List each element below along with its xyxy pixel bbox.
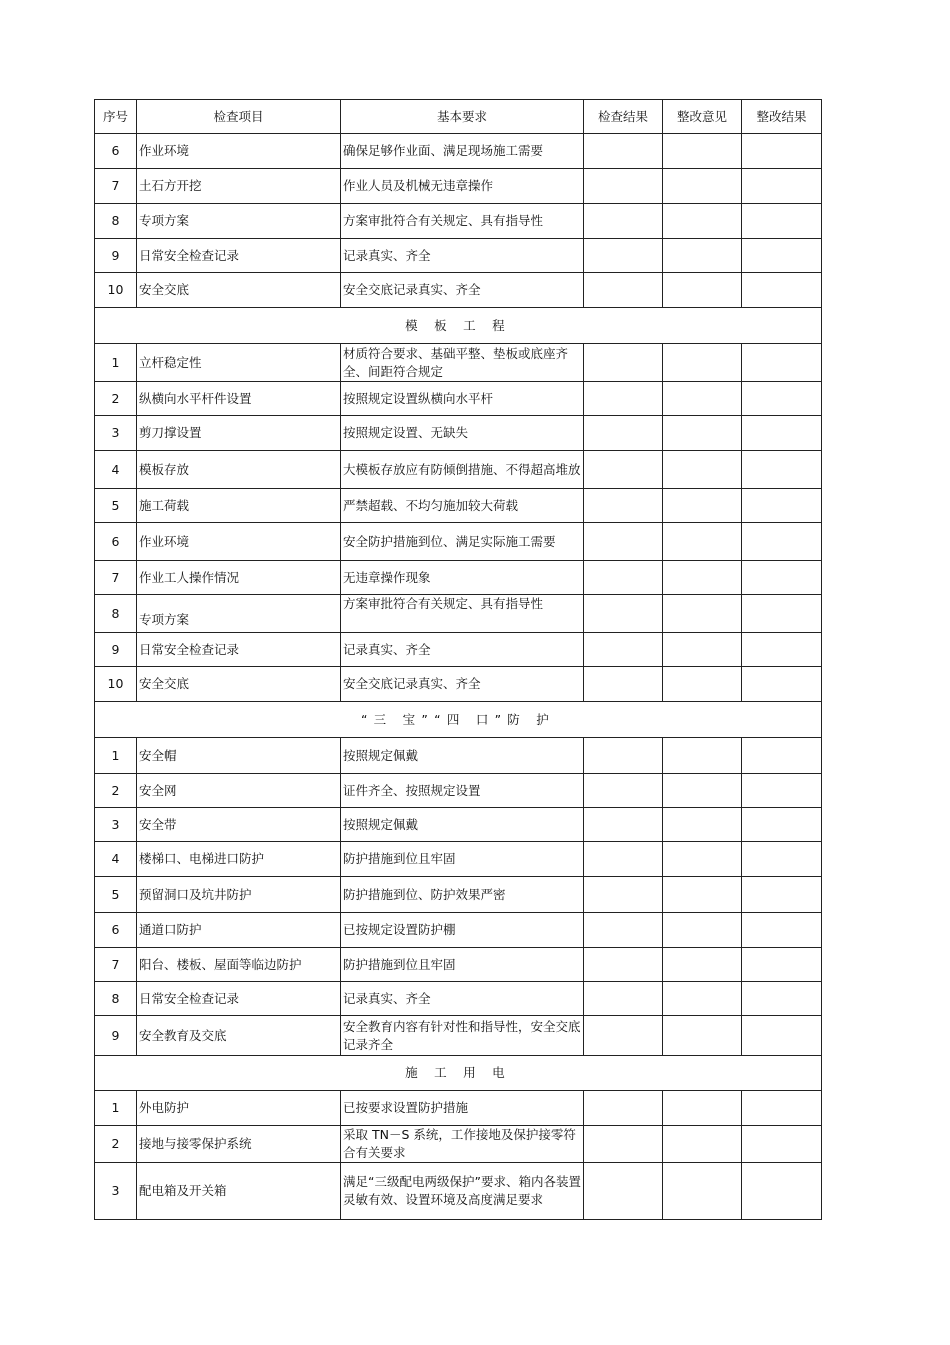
table-row: [95, 913, 822, 948]
rectify-result-cell[interactable]: [742, 134, 822, 169]
check-result-cell[interactable]: [584, 561, 663, 595]
rectify-opinion-cell[interactable]: [663, 169, 742, 204]
basic-requirement: 方案审批符合有关规定、具有指导性: [341, 204, 584, 239]
check-item: 安全网: [137, 774, 341, 808]
check-item: 作业环境: [137, 134, 341, 169]
check-item: 模板存放: [137, 451, 341, 489]
table-row: [95, 416, 822, 451]
rectify-result-cell[interactable]: [742, 595, 822, 633]
section-row: [95, 1056, 822, 1091]
basic-requirement: 记录真实、齐全: [341, 982, 584, 1016]
check-result-cell[interactable]: [584, 344, 663, 382]
rectify-opinion-cell[interactable]: [663, 877, 742, 913]
rectify-result-cell[interactable]: [742, 738, 822, 774]
rectify-result-cell[interactable]: [742, 842, 822, 877]
row-number: 9: [95, 239, 137, 273]
table-row: [95, 239, 822, 273]
check-item: 专项方案: [137, 204, 341, 239]
rectify-result-cell[interactable]: [742, 633, 822, 667]
rectify-result-cell[interactable]: [742, 561, 822, 595]
row-number: 9: [95, 1016, 137, 1056]
check-item: 纵横向水平杆件设置: [137, 382, 341, 416]
table-row: [95, 273, 822, 308]
header-requirement: 基本要求: [341, 100, 584, 134]
check-item: 预留洞口及坑井防护: [137, 877, 341, 913]
basic-requirement: 确保足够作业面、满足现场施工需要: [341, 134, 584, 169]
row-number: 5: [95, 877, 137, 913]
rectify-result-cell[interactable]: [742, 1016, 822, 1056]
check-result-cell[interactable]: [584, 808, 663, 842]
table-row: [95, 523, 822, 561]
check-result-cell[interactable]: [584, 382, 663, 416]
rectify-result-cell[interactable]: [742, 273, 822, 308]
section-title: 施 工 用 电: [95, 1056, 822, 1091]
rectify-result-cell[interactable]: [742, 877, 822, 913]
row-number: 1: [95, 344, 137, 382]
basic-requirement: 安全防护措施到位、满足实际施工需要: [341, 523, 584, 561]
row-number: 9: [95, 633, 137, 667]
rectify-result-cell[interactable]: [742, 808, 822, 842]
header-row: [95, 100, 822, 134]
basic-requirement: 按照规定佩戴: [341, 808, 584, 842]
row-number: 4: [95, 842, 137, 877]
table-row: [95, 1091, 822, 1126]
table-row: [95, 1126, 822, 1163]
rectify-opinion-cell[interactable]: [663, 273, 742, 308]
check-item: 作业工人操作情况: [137, 561, 341, 595]
rectify-result-cell[interactable]: [742, 913, 822, 948]
rectify-opinion-cell[interactable]: [663, 561, 742, 595]
rectify-opinion-cell[interactable]: [663, 595, 742, 633]
rectify-opinion-cell[interactable]: [663, 633, 742, 667]
rectify-opinion-cell[interactable]: [663, 913, 742, 948]
check-item: 安全交底: [137, 667, 341, 702]
check-result-cell[interactable]: [584, 451, 663, 489]
header-result: 检查结果: [584, 100, 663, 134]
table-row: [95, 808, 822, 842]
rectify-result-cell[interactable]: [742, 416, 822, 451]
check-item: 通道口防护: [137, 913, 341, 948]
table-row: [95, 451, 822, 489]
section-row: [95, 702, 822, 738]
check-result-cell[interactable]: [584, 239, 663, 273]
rectify-opinion-cell[interactable]: [663, 982, 742, 1016]
rectify-opinion-cell[interactable]: [663, 774, 742, 808]
basic-requirement: 已按要求设置防护措施: [341, 1091, 584, 1126]
section-row: [95, 308, 822, 344]
rectify-opinion-cell[interactable]: [663, 134, 742, 169]
basic-requirement: 防护措施到位且牢固: [341, 842, 584, 877]
row-number: 7: [95, 561, 137, 595]
check-result-cell[interactable]: [584, 204, 663, 239]
row-number: 3: [95, 1163, 137, 1220]
check-result-cell[interactable]: [584, 1091, 663, 1126]
basic-requirement: 无违章操作现象: [341, 561, 584, 595]
check-result-cell[interactable]: [584, 948, 663, 982]
row-number: 1: [95, 1091, 137, 1126]
rectify-result-cell[interactable]: [742, 948, 822, 982]
row-number: 6: [95, 134, 137, 169]
rectify-opinion-cell[interactable]: [663, 416, 742, 451]
check-item: 立杆稳定性: [137, 344, 341, 382]
row-number: 3: [95, 808, 137, 842]
rectify-result-cell[interactable]: [742, 169, 822, 204]
row-number: 6: [95, 913, 137, 948]
basic-requirement: 方案审批符合有关规定、具有指导性: [341, 595, 584, 633]
basic-requirement: 按照规定设置、无缺失: [341, 416, 584, 451]
table-row: [95, 595, 822, 633]
rectify-opinion-cell[interactable]: [663, 667, 742, 702]
check-item: 土石方开挖: [137, 169, 341, 204]
check-item: 日常安全检查记录: [137, 982, 341, 1016]
table-body: [95, 134, 822, 1220]
check-result-cell[interactable]: [584, 416, 663, 451]
table-row: [95, 633, 822, 667]
inspection-table: [94, 99, 822, 1220]
rectify-result-cell[interactable]: [742, 982, 822, 1016]
check-result-cell[interactable]: [584, 667, 663, 702]
rectify-opinion-cell[interactable]: [663, 1016, 742, 1056]
rectify-opinion-cell[interactable]: [663, 808, 742, 842]
rectify-opinion-cell[interactable]: [663, 451, 742, 489]
basic-requirement: 记录真实、齐全: [341, 633, 584, 667]
basic-requirement: 满足“三级配电两级保护”要求、箱内各装置灵敏有效、设置环境及高度满足要求: [341, 1163, 584, 1220]
basic-requirement: 按照规定佩戴: [341, 738, 584, 774]
check-result-cell[interactable]: [584, 738, 663, 774]
table-row: [95, 877, 822, 913]
rectify-result-cell[interactable]: [742, 774, 822, 808]
basic-requirement: 安全交底记录真实、齐全: [341, 667, 584, 702]
row-number: 6: [95, 523, 137, 561]
check-result-cell[interactable]: [584, 1126, 663, 1163]
table-row: [95, 134, 822, 169]
row-number: 1: [95, 738, 137, 774]
rectify-opinion-cell[interactable]: [663, 239, 742, 273]
table-row: [95, 204, 822, 239]
row-number: 10: [95, 667, 137, 702]
row-number: 5: [95, 489, 137, 523]
row-number: 10: [95, 273, 137, 308]
check-result-cell[interactable]: [584, 877, 663, 913]
check-result-cell[interactable]: [584, 1016, 663, 1056]
rectify-opinion-cell[interactable]: [663, 382, 742, 416]
table-row: [95, 489, 822, 523]
table-row: [95, 948, 822, 982]
basic-requirement: 已按规定设置防护棚: [341, 913, 584, 948]
table-row: [95, 169, 822, 204]
basic-requirement: 采取 TN－S 系统，工作接地及保护接零符合有关要求: [341, 1126, 584, 1163]
basic-requirement: 作业人员及机械无违章操作: [341, 169, 584, 204]
header-rectify-result: 整改结果: [742, 100, 822, 134]
basic-requirement: 大模板存放应有防倾倒措施、不得超高堆放: [341, 451, 584, 489]
rectify-opinion-cell[interactable]: [663, 1126, 742, 1163]
rectify-result-cell[interactable]: [742, 667, 822, 702]
check-result-cell[interactable]: [584, 774, 663, 808]
check-item: 楼梯口、电梯进口防护: [137, 842, 341, 877]
basic-requirement: 防护措施到位且牢固: [341, 948, 584, 982]
check-item: 施工荷载: [137, 489, 341, 523]
rectify-opinion-cell[interactable]: [663, 842, 742, 877]
row-number: 8: [95, 595, 137, 633]
section-title: “三 宝”“四 口”防 护: [95, 702, 822, 738]
check-result-cell[interactable]: [584, 982, 663, 1016]
row-number: 8: [95, 204, 137, 239]
check-result-cell[interactable]: [584, 489, 663, 523]
basic-requirement: 严禁超载、不均匀施加较大荷载: [341, 489, 584, 523]
rectify-result-cell[interactable]: [742, 344, 822, 382]
check-result-cell[interactable]: [584, 1163, 663, 1220]
check-result-cell[interactable]: [584, 595, 663, 633]
check-result-cell[interactable]: [584, 523, 663, 561]
check-item: 安全带: [137, 808, 341, 842]
check-item: 专项方案: [137, 595, 341, 633]
rectify-result-cell[interactable]: [742, 239, 822, 273]
row-number: 7: [95, 169, 137, 204]
rectify-opinion-cell[interactable]: [663, 489, 742, 523]
check-result-cell[interactable]: [584, 842, 663, 877]
check-result-cell[interactable]: [584, 633, 663, 667]
row-number: 2: [95, 1126, 137, 1163]
check-item: 作业环境: [137, 523, 341, 561]
table-row: [95, 382, 822, 416]
rectify-opinion-cell[interactable]: [663, 204, 742, 239]
section-title: 模 板 工 程: [95, 308, 822, 344]
rectify-opinion-cell[interactable]: [663, 738, 742, 774]
check-item: 安全教育及交底: [137, 1016, 341, 1056]
basic-requirement: 按照规定设置纵横向水平杆: [341, 382, 584, 416]
rectify-opinion-cell[interactable]: [663, 523, 742, 561]
rectify-opinion-cell[interactable]: [663, 1091, 742, 1126]
check-result-cell[interactable]: [584, 169, 663, 204]
rectify-opinion-cell[interactable]: [663, 344, 742, 382]
table-row: [95, 667, 822, 702]
row-number: 7: [95, 948, 137, 982]
check-result-cell[interactable]: [584, 134, 663, 169]
check-item: 阳台、楼板、屋面等临边防护: [137, 948, 341, 982]
row-number: 4: [95, 451, 137, 489]
basic-requirement: 安全交底记录真实、齐全: [341, 273, 584, 308]
table-row: [95, 738, 822, 774]
table-row: [95, 842, 822, 877]
check-item: 安全交底: [137, 273, 341, 308]
row-number: 8: [95, 982, 137, 1016]
basic-requirement: 安全教育内容有针对性和指导性，安全交底记录齐全: [341, 1016, 584, 1056]
table-row: [95, 982, 822, 1016]
table-row: [95, 774, 822, 808]
check-result-cell[interactable]: [584, 913, 663, 948]
check-item: 日常安全检查记录: [137, 633, 341, 667]
check-item: 配电箱及开关箱: [137, 1163, 341, 1220]
rectify-result-cell[interactable]: [742, 1163, 822, 1220]
header-no: 序号: [95, 100, 137, 134]
rectify-result-cell[interactable]: [742, 489, 822, 523]
rectify-result-cell[interactable]: [742, 1126, 822, 1163]
table-row: [95, 561, 822, 595]
table-row: [95, 344, 822, 382]
check-item: 剪刀撑设置: [137, 416, 341, 451]
rectify-result-cell[interactable]: [742, 382, 822, 416]
basic-requirement: 防护措施到位、防护效果严密: [341, 877, 584, 913]
check-result-cell[interactable]: [584, 273, 663, 308]
check-item: 日常安全检查记录: [137, 239, 341, 273]
header-item: 检查项目: [137, 100, 341, 134]
rectify-opinion-cell[interactable]: [663, 1163, 742, 1220]
check-item: 安全帽: [137, 738, 341, 774]
rectify-result-cell[interactable]: [742, 451, 822, 489]
check-item: 接地与接零保护系统: [137, 1126, 341, 1163]
rectify-result-cell[interactable]: [742, 523, 822, 561]
basic-requirement: 材质符合要求、基础平整、垫板或底座齐全、间距符合规定: [341, 344, 584, 382]
row-number: 3: [95, 416, 137, 451]
header-opinion: 整改意见: [663, 100, 742, 134]
check-item: 外电防护: [137, 1091, 341, 1126]
table-row: [95, 1016, 822, 1056]
rectify-result-cell[interactable]: [742, 204, 822, 239]
basic-requirement: 证件齐全、按照规定设置: [341, 774, 584, 808]
row-number: 2: [95, 382, 137, 416]
table-row: [95, 1163, 822, 1220]
rectify-opinion-cell[interactable]: [663, 948, 742, 982]
basic-requirement: 记录真实、齐全: [341, 239, 584, 273]
rectify-result-cell[interactable]: [742, 1091, 822, 1126]
row-number: 2: [95, 774, 137, 808]
